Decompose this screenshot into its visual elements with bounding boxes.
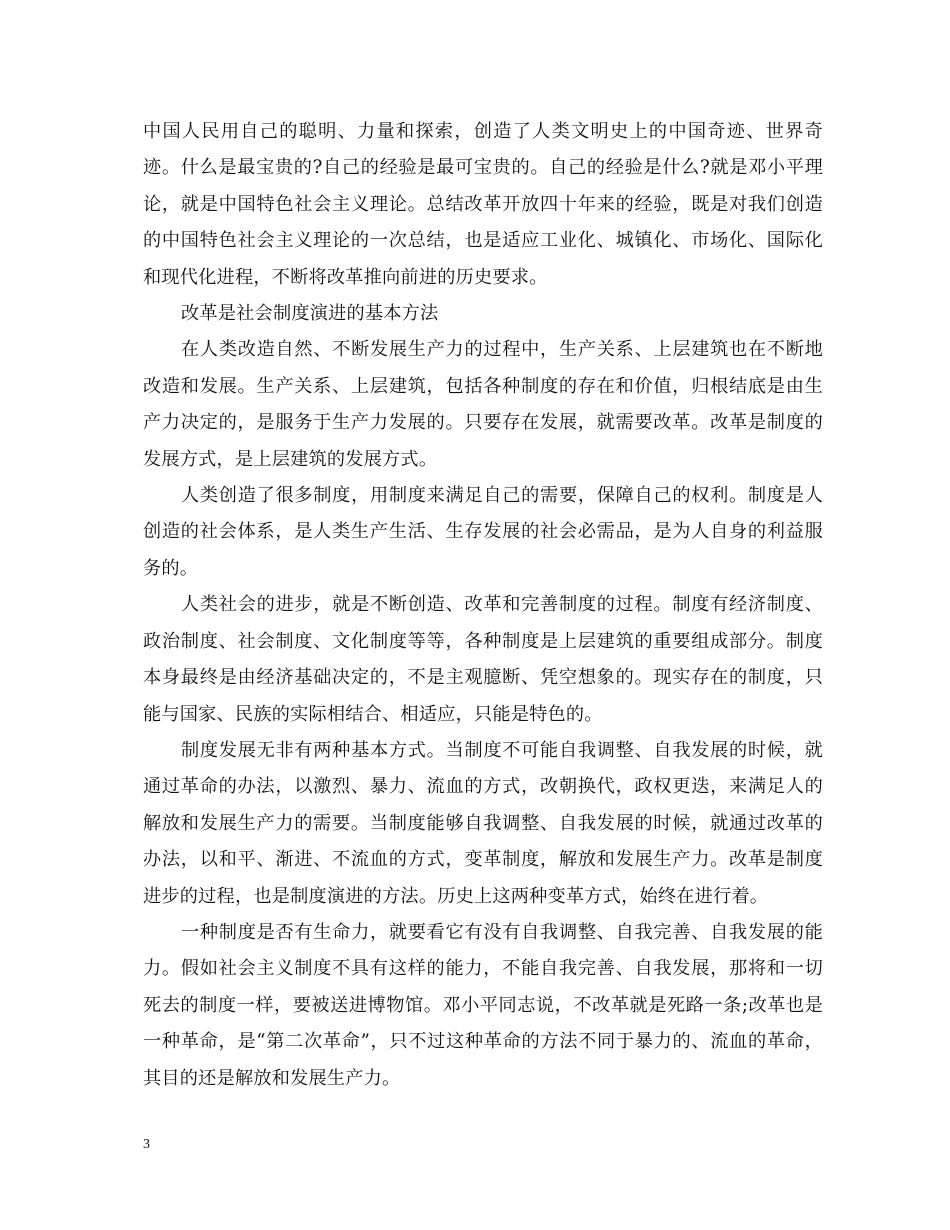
page-number: 3: [143, 1137, 150, 1152]
paragraph-institutions: 人类创造了很多制度，用制度来满足自己的需要，保障自己的权利。制度是人创造的社会体系，是人类生产生活、生存发展的社会必需品，是为人自身的利益服务的。: [143, 485, 823, 579]
paragraph-vitality: 一种制度是否有生命力，就要看它有没有自我调整、自我完善、自我发展的能力。假如社会主义制度不具有这样的能力，不能自我完善、自我发展，那将和一切死去的制度一样，要被送进博物馆。邓小平同志说，不改革就是死路一条;改革也是一种革命，是“第二次革命”，只不过这种革命的方法不同于暴力的、流血的革命，其目的还是解放和发展生产力。: [143, 921, 823, 1089]
paragraph-social-progress: 人类社会的进步，就是不断创造、改革和完善制度的过程。制度有经济制度、政治制度、社会制度、文化制度等等，各种制度是上层建筑的重要组成部分。制度本身最终是由经济基础决定的，不是主观臆断、凭空想象的。现实存在的制度，只能与国家、民族的实际相结合、相适应，只能是特色的。: [143, 594, 823, 725]
section-heading: 改革是社会制度演进的基本方法: [181, 303, 439, 325]
paragraph-productivity: 在人类改造自然、不断发展生产力的过程中，生产关系、上层建筑也在不断地改造和发展。生产关系、上层建筑，包括各种制度的存在和价值，归根结底是由生产力决定的，是服务于生产力发展的。只要存在发展，就需要改革。改革是制度的发展方式，是上层建筑的发展方式。: [143, 339, 823, 470]
paragraph-two-methods: 制度发展无非有两种基本方式。当制度不可能自我调整、自我发展的时候，就通过革命的办法，以激烈、暴力、流血的方式，改朝换代，政权更迭，来满足人的解放和发展生产力的需要。当制度能够自我调整、自我发展的时候，就通过改革的办法，以和平、渐进、不流血的方式，变革制度，解放和发展生产力。改革是制度进步的过程，也是制度演进的方法。历史上这两种变革方式，始终在进行着。: [143, 739, 823, 907]
document-body: [143, 114, 823, 1097]
paragraph-intro: 中国人民用自己的聪明、力量和探索，创造了人类文明史上的中国奇迹、世界奇迹。什么是最宝贵的?自己的经验是最可宝贵的。自己的经验是什么?就是邓小平理论，就是中国特色社会主义理论。总结改革开放四十年来的经验，既是对我们创造的中国特色社会主义理论的一次总结，也是适应工业化、城镇化、市场化、国际化和现代化进程，不断将改革推向前进的历史要求。: [143, 121, 823, 288]
